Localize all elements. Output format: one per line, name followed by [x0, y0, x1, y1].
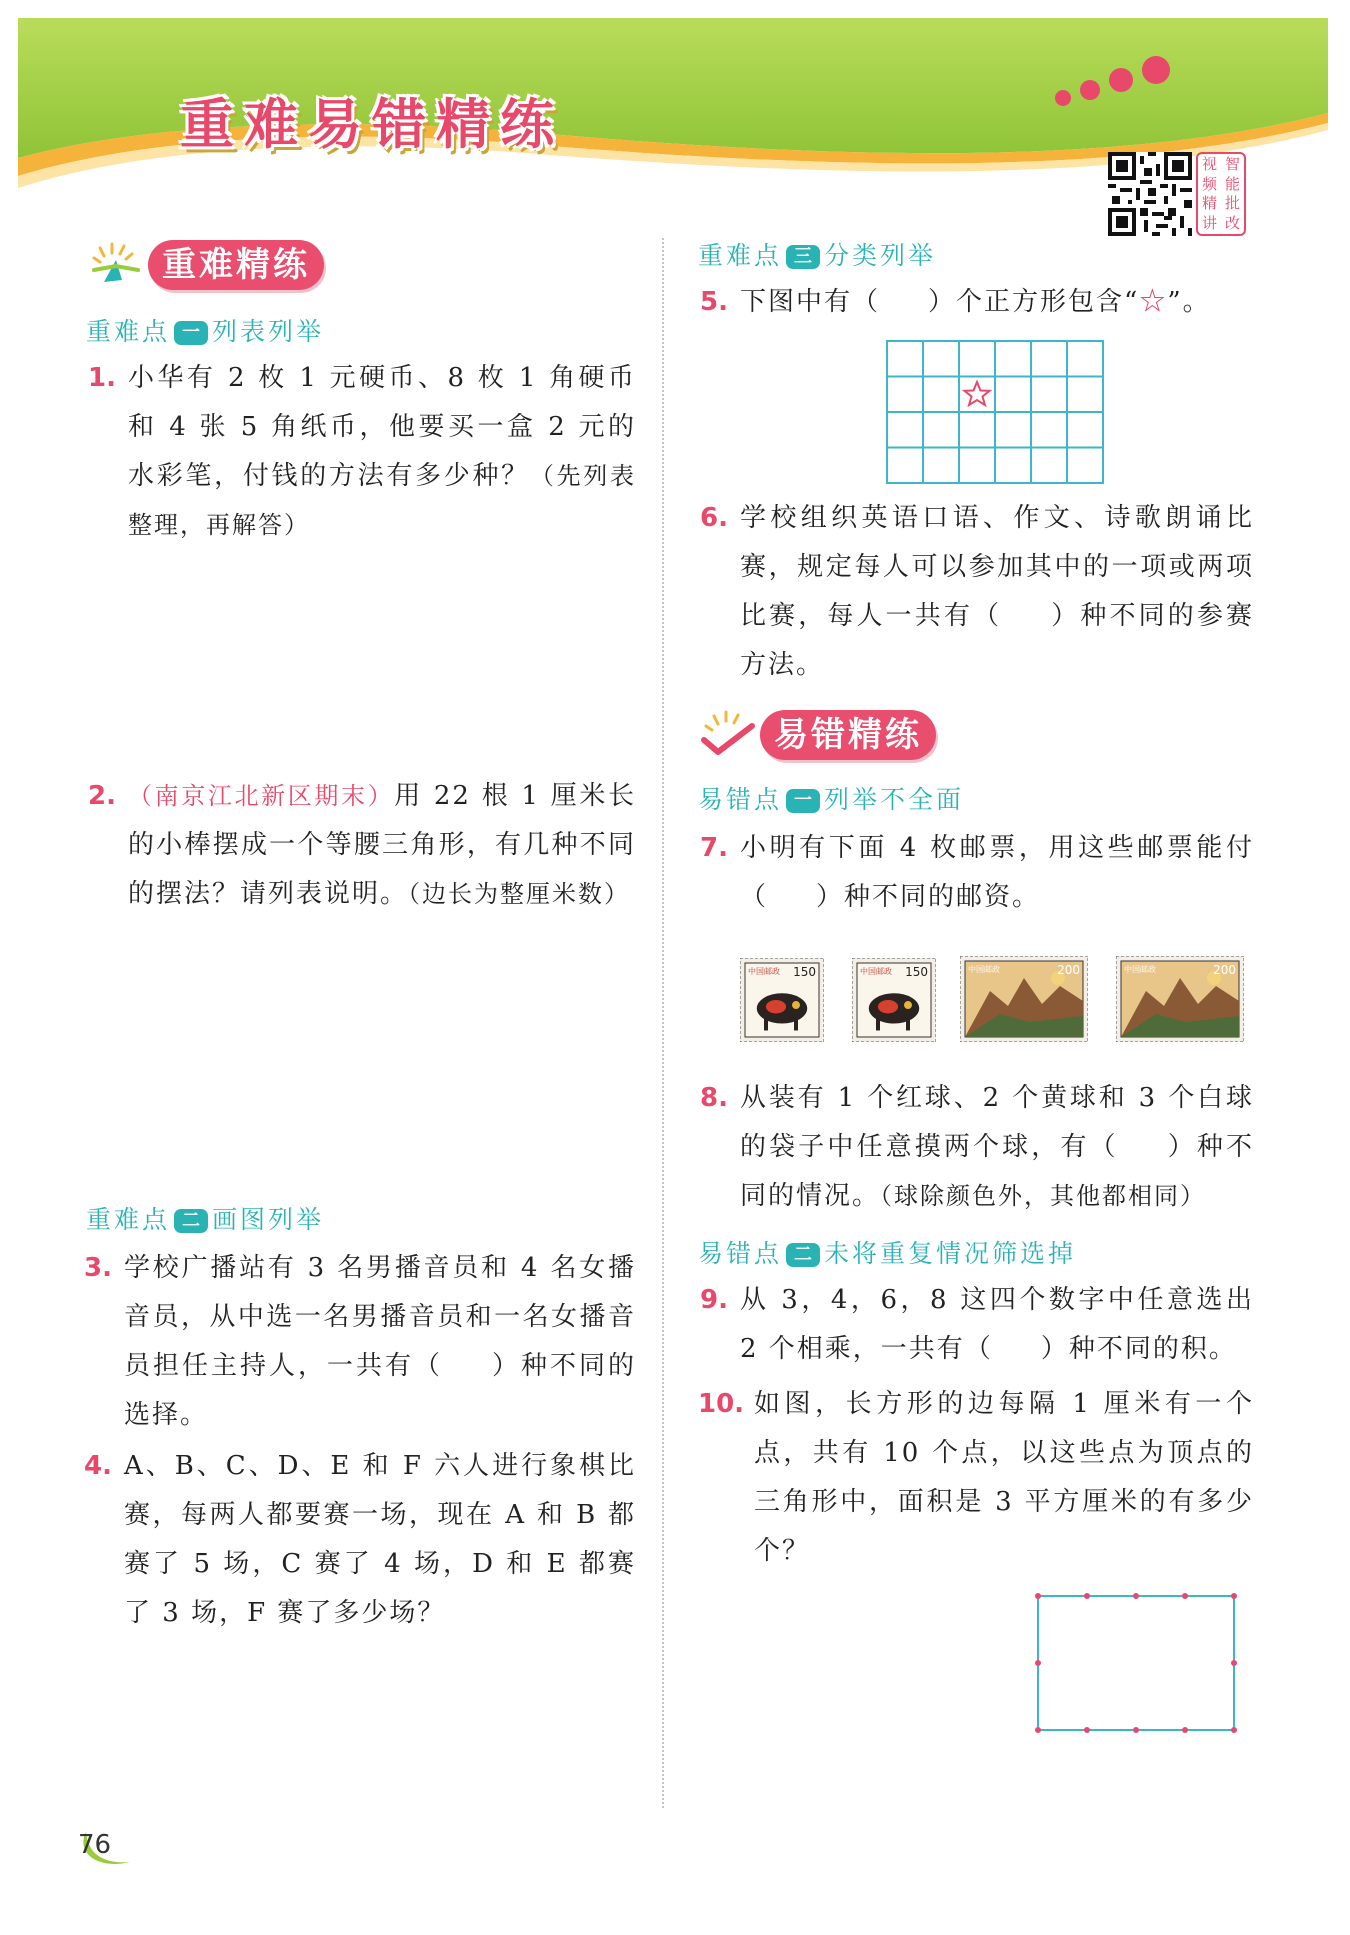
postage-stamp	[740, 958, 824, 1042]
stamp-value: 200	[1057, 963, 1080, 977]
stamp-country: 中国邮政	[748, 967, 780, 976]
question-6: 6. 学校组织英语口语、作文、诗歌朗诵比赛，规定每人可以参加其中的一项或两项比赛，每人一共有（ ）种不同的参赛方法。	[700, 503, 1254, 680]
stamp-country: 中国邮政	[1124, 965, 1156, 974]
question-7: 7. 小明有下面 4 枚邮票，用这些邮票能付（ ）种不同的邮资。	[700, 833, 1254, 912]
postage-stamp	[960, 956, 1088, 1042]
qr-code-icon	[1108, 152, 1192, 236]
stamp-value: 200	[1213, 963, 1236, 977]
column-divider	[662, 238, 664, 1808]
page-title: 重难易错精练	[180, 93, 564, 156]
question-10: 10. 如图，长方形的边每隔 1 厘米有一个点，共有 10 个点，以这些点为顶点的三角形中，面积是 3 平方厘米的有多少个？	[698, 1389, 1254, 1566]
stamp-value: 150	[793, 965, 816, 979]
qr-code-area[interactable]	[1108, 152, 1248, 236]
sparkle-icon	[86, 240, 148, 290]
subhead-e2: 易错点 二 未将重复情况筛选掉	[698, 1239, 1077, 1268]
subhead-e1: 易错点 一 列举不全面	[698, 785, 965, 814]
star-icon: ☆	[1139, 287, 1168, 317]
section-title: 重难精练	[148, 240, 324, 290]
question-2: 2. （南京江北新区期末）用 22 根 1 厘米长的小棒摆成一个等腰三角形，有几种不同的摆法？请列表说明。（边长为整厘米数）	[88, 781, 637, 909]
rectangle-dots-figure	[1030, 1590, 1242, 1736]
grid-star-icon	[965, 382, 990, 405]
qr-label: 视 智 频 能 精 批 讲 改	[1196, 152, 1246, 236]
question-1: 1. 小华有 2 枚 1 元硬币、8 枚 1 角硬币和 4 张 5 角纸币，他要买一盒 2 元的水彩笔，付钱的方法有多少种？（先列表整理，再解答）	[88, 363, 636, 539]
postage-stamp	[1116, 956, 1244, 1042]
question-9: 9. 从 3，4，6，8 这四个数字中任意选出 2 个相乘，一共有（ ）种不同的积。	[700, 1285, 1254, 1364]
postage-stamp	[852, 958, 936, 1042]
question-4: 4. A、B、C、D、E 和 F 六人进行象棋比赛，每两人都要赛一场，现在 A 和 B 都赛了 5 场，C 赛了 4 场，D 和 E 都赛了 3 场，F 赛了多少场？	[84, 1451, 636, 1628]
question-8: 8. 从装有 1 个红球、2 个黄球和 3 个白球的袋子中任意摸两个球，有（ ）种不同的情况。（球除颜色外，其他都相同）	[700, 1083, 1254, 1211]
stamp-value: 150	[905, 965, 928, 979]
checkmark-icon	[698, 710, 760, 760]
question-5: 5. 下图中有（ ）个正方形包含“☆”。	[700, 287, 1211, 317]
subhead-s3: 重难点 三 分类列举	[698, 241, 937, 270]
subhead-s2: 重难点 二 画图列举	[86, 1205, 325, 1234]
square-grid-figure	[886, 340, 1104, 484]
subhead-s1: 重难点 一 列表列举	[86, 317, 325, 346]
stamp-country: 中国邮政	[968, 965, 1000, 974]
question-3: 3. 学校广播站有 3 名男播音员和 4 名女播音员，从中选一名男播音员和一名女播音员担任主持人，一共有（ ）种不同的选择。	[84, 1253, 636, 1430]
section-title: 易错精练	[760, 710, 936, 760]
page-number: 76	[78, 1830, 112, 1860]
dot-points	[1035, 1593, 1237, 1733]
stamp-country: 中国邮政	[860, 967, 892, 976]
